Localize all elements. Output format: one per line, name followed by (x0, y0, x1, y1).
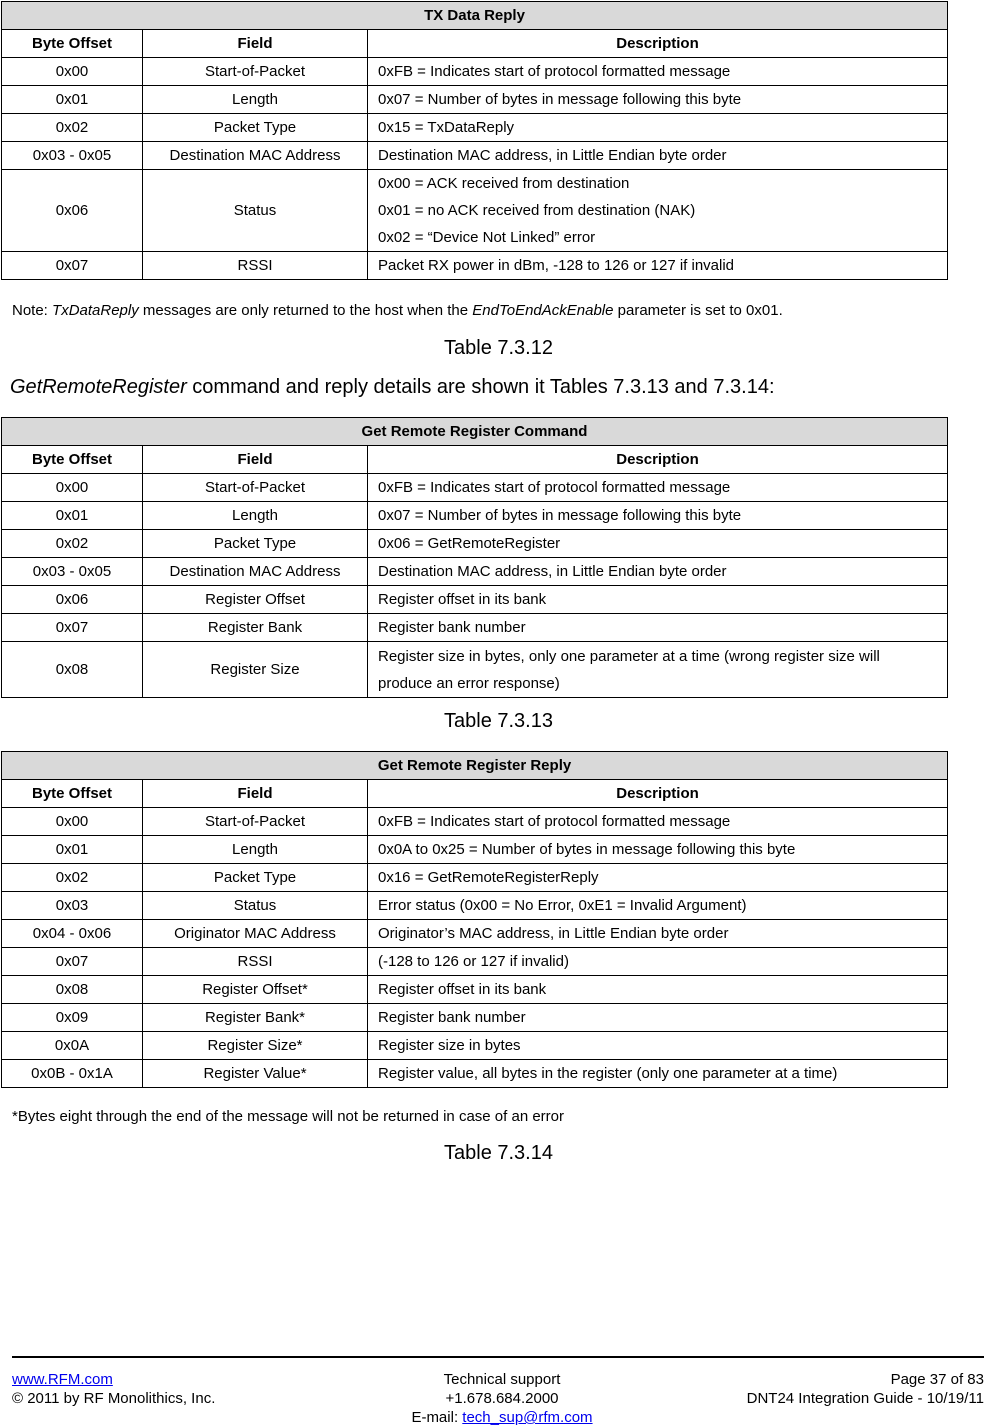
tx-data-reply-note (12, 302, 783, 319)
get-remote-register-reply-table (1, 751, 948, 1088)
table-row (2, 920, 948, 948)
table-row (2, 614, 948, 642)
description-cell: Register value, all bytes in the register (only one parameter at a time) (368, 1060, 948, 1088)
footer-left (12, 1370, 215, 1408)
byte-offset-cell: 0x09 (2, 1004, 143, 1032)
column-header: Description (368, 30, 948, 58)
byte-offset-cell: 0x02 (2, 864, 143, 892)
byte-offset-cell: 0x07 (2, 948, 143, 976)
table-row (2, 1032, 948, 1060)
email-label: E-mail: (411, 1409, 463, 1426)
description-cell: Destination MAC address, in Little Endian byte order (368, 558, 948, 586)
table-row (2, 530, 948, 558)
table-caption: Table 7.3.13 (444, 710, 553, 732)
field-cell: Start-of-Packet (143, 808, 368, 836)
table-row (2, 142, 948, 170)
description-cell: 0xFB = Indicates start of protocol formatted message (368, 474, 948, 502)
byte-offset-cell: 0x03 - 0x05 (2, 142, 143, 170)
description-cell: Originator’s MAC address, in Little Endian byte order (368, 920, 948, 948)
description-cell: Packet RX power in dBm, -128 to 126 or 127 if invalid (368, 252, 948, 280)
description-cell: (-128 to 126 or 127 if invalid) (368, 948, 948, 976)
note-term: EndToEndAckEnable (472, 302, 614, 319)
table-row (2, 474, 948, 502)
byte-offset-cell: 0x03 - 0x05 (2, 558, 143, 586)
table-row (2, 836, 948, 864)
table-row (2, 586, 948, 614)
field-cell: Length (143, 836, 368, 864)
byte-offset-cell: 0x01 (2, 836, 143, 864)
column-header: Field (143, 446, 368, 474)
table-row (2, 252, 948, 280)
table-row (2, 170, 948, 252)
byte-offset-cell: 0x01 (2, 86, 143, 114)
table-row (2, 86, 948, 114)
column-header: Byte Offset (2, 30, 143, 58)
description-line: 0x01 = no ACK received from destination (NAK) (378, 202, 696, 219)
field-cell: RSSI (143, 252, 368, 280)
byte-offset-cell: 0x06 (2, 170, 143, 252)
byte-offset-cell: 0x00 (2, 808, 143, 836)
byte-offset-cell: 0x02 (2, 530, 143, 558)
byte-offset-cell: 0x06 (2, 586, 143, 614)
note-term: TxDataReply (52, 302, 139, 319)
table-row (2, 642, 948, 698)
table-title: TX Data Reply (2, 2, 948, 30)
field-cell: Status (143, 170, 368, 252)
table-row (2, 976, 948, 1004)
byte-offset-cell: 0x02 (2, 114, 143, 142)
table-row (2, 892, 948, 920)
field-cell: Packet Type (143, 864, 368, 892)
field-cell: Length (143, 502, 368, 530)
field-cell: Register Bank* (143, 1004, 368, 1032)
description-line: 0x02 = “Device Not Linked” error (378, 229, 596, 246)
description-cell: 0x06 = GetRemoteRegister (368, 530, 948, 558)
table-row (2, 1060, 948, 1088)
table-title: Get Remote Register Reply (2, 752, 948, 780)
field-cell: Start-of-Packet (143, 474, 368, 502)
table-row (2, 808, 948, 836)
field-cell: Register Size* (143, 1032, 368, 1060)
description-cell: 0x16 = GetRemoteRegisterReply (368, 864, 948, 892)
get-remote-register-command-table (1, 417, 948, 698)
column-header: Description (368, 446, 948, 474)
byte-offset-cell: 0x0B - 0x1A (2, 1060, 143, 1088)
field-cell: Originator MAC Address (143, 920, 368, 948)
table-row (2, 114, 948, 142)
field-cell: Status (143, 892, 368, 920)
description-cell: 0x07 = Number of bytes in message following this byte (368, 502, 948, 530)
description-line: 0x00 = ACK received from destination (378, 175, 630, 192)
byte-offset-cell: 0x04 - 0x06 (2, 920, 143, 948)
description-cell: Register size in bytes (368, 1032, 948, 1060)
table-row (2, 1004, 948, 1032)
note-text: messages are only returned to the host when the (138, 302, 473, 319)
table-row (2, 502, 948, 530)
table-caption: Table 7.3.14 (444, 1142, 553, 1164)
table-row (2, 864, 948, 892)
description-cell: 0x15 = TxDataReply (368, 114, 948, 142)
table-caption: Table 7.3.12 (444, 337, 553, 359)
table-row (2, 948, 948, 976)
byte-offset-cell: 0x03 (2, 892, 143, 920)
intro-paragraph (10, 376, 775, 399)
table-row (2, 558, 948, 586)
field-cell: Length (143, 86, 368, 114)
field-cell: Register Bank (143, 614, 368, 642)
field-cell: Packet Type (143, 530, 368, 558)
footer-divider (12, 1356, 984, 1358)
column-header: Byte Offset (2, 446, 143, 474)
column-header: Byte Offset (2, 780, 143, 808)
byte-offset-cell: 0x08 (2, 642, 143, 698)
byte-offset-cell: 0x01 (2, 502, 143, 530)
footer-right (747, 1370, 984, 1408)
intro-text: command and reply details are shown it Tables 7.3.13 and 7.3.14: (186, 376, 775, 398)
byte-offset-cell: 0x00 (2, 58, 143, 86)
description-cell: Register offset in its bank (368, 586, 948, 614)
byte-offset-cell: 0x07 (2, 252, 143, 280)
field-cell: Register Value* (143, 1060, 368, 1088)
byte-offset-cell: 0x08 (2, 976, 143, 1004)
description-cell: 0xFB = Indicates start of protocol formatted message (368, 808, 948, 836)
field-cell: Register Offset* (143, 976, 368, 1004)
table-row (2, 58, 948, 86)
field-cell: Register Size (143, 642, 368, 698)
field-cell: Start-of-Packet (143, 58, 368, 86)
byte-offset-cell: 0x00 (2, 474, 143, 502)
description-cell: Register bank number (368, 1004, 948, 1032)
description-cell (368, 170, 948, 252)
column-header: Description (368, 780, 948, 808)
field-cell: Packet Type (143, 114, 368, 142)
byte-offset-cell: 0x07 (2, 614, 143, 642)
description-cell: 0x0A to 0x25 = Number of bytes in message following this byte (368, 836, 948, 864)
intro-term: GetRemoteRegister (10, 376, 187, 398)
field-cell: Destination MAC Address (143, 142, 368, 170)
field-cell: Destination MAC Address (143, 558, 368, 586)
column-header: Field (143, 30, 368, 58)
footer-center (392, 1370, 612, 1427)
page-number: Page 37 of 83 (890, 1371, 984, 1388)
error-note: *Bytes eight through the end of the message will not be returned in case of an error (12, 1108, 564, 1125)
column-header: Field (143, 780, 368, 808)
support-phone: Technical support +1.678.684.2000 (443, 1371, 561, 1407)
field-cell: Register Offset (143, 586, 368, 614)
description-cell: Error status (0x00 = No Error, 0xE1 = Invalid Argument) (368, 892, 948, 920)
description-cell: 0x07 = Number of bytes in message following this byte (368, 86, 948, 114)
description-cell: 0xFB = Indicates start of protocol formatted message (368, 58, 948, 86)
note-prefix: Note: (12, 302, 53, 319)
email-link[interactable]: tech_sup@rfm.com (462, 1409, 593, 1426)
table-title: Get Remote Register Command (2, 418, 948, 446)
description-cell: Destination MAC address, in Little Endian byte order (368, 142, 948, 170)
note-text: parameter is set to 0x01. (613, 302, 783, 319)
byte-offset-cell: 0x0A (2, 1032, 143, 1060)
description-cell: Register bank number (368, 614, 948, 642)
tx-data-reply-table (1, 1, 948, 280)
copyright-text: © 2011 by RF Monolithics, Inc. (12, 1390, 216, 1407)
field-cell: RSSI (143, 948, 368, 976)
description-cell: Register offset in its bank (368, 976, 948, 1004)
document-title: DNT24 Integration Guide - 10/19/11 (746, 1390, 984, 1407)
description-cell: Register size in bytes, only one parameter at a time (wrong register size will produce an error response) (368, 642, 948, 698)
website-link[interactable]: www.RFM.com (12, 1371, 113, 1388)
